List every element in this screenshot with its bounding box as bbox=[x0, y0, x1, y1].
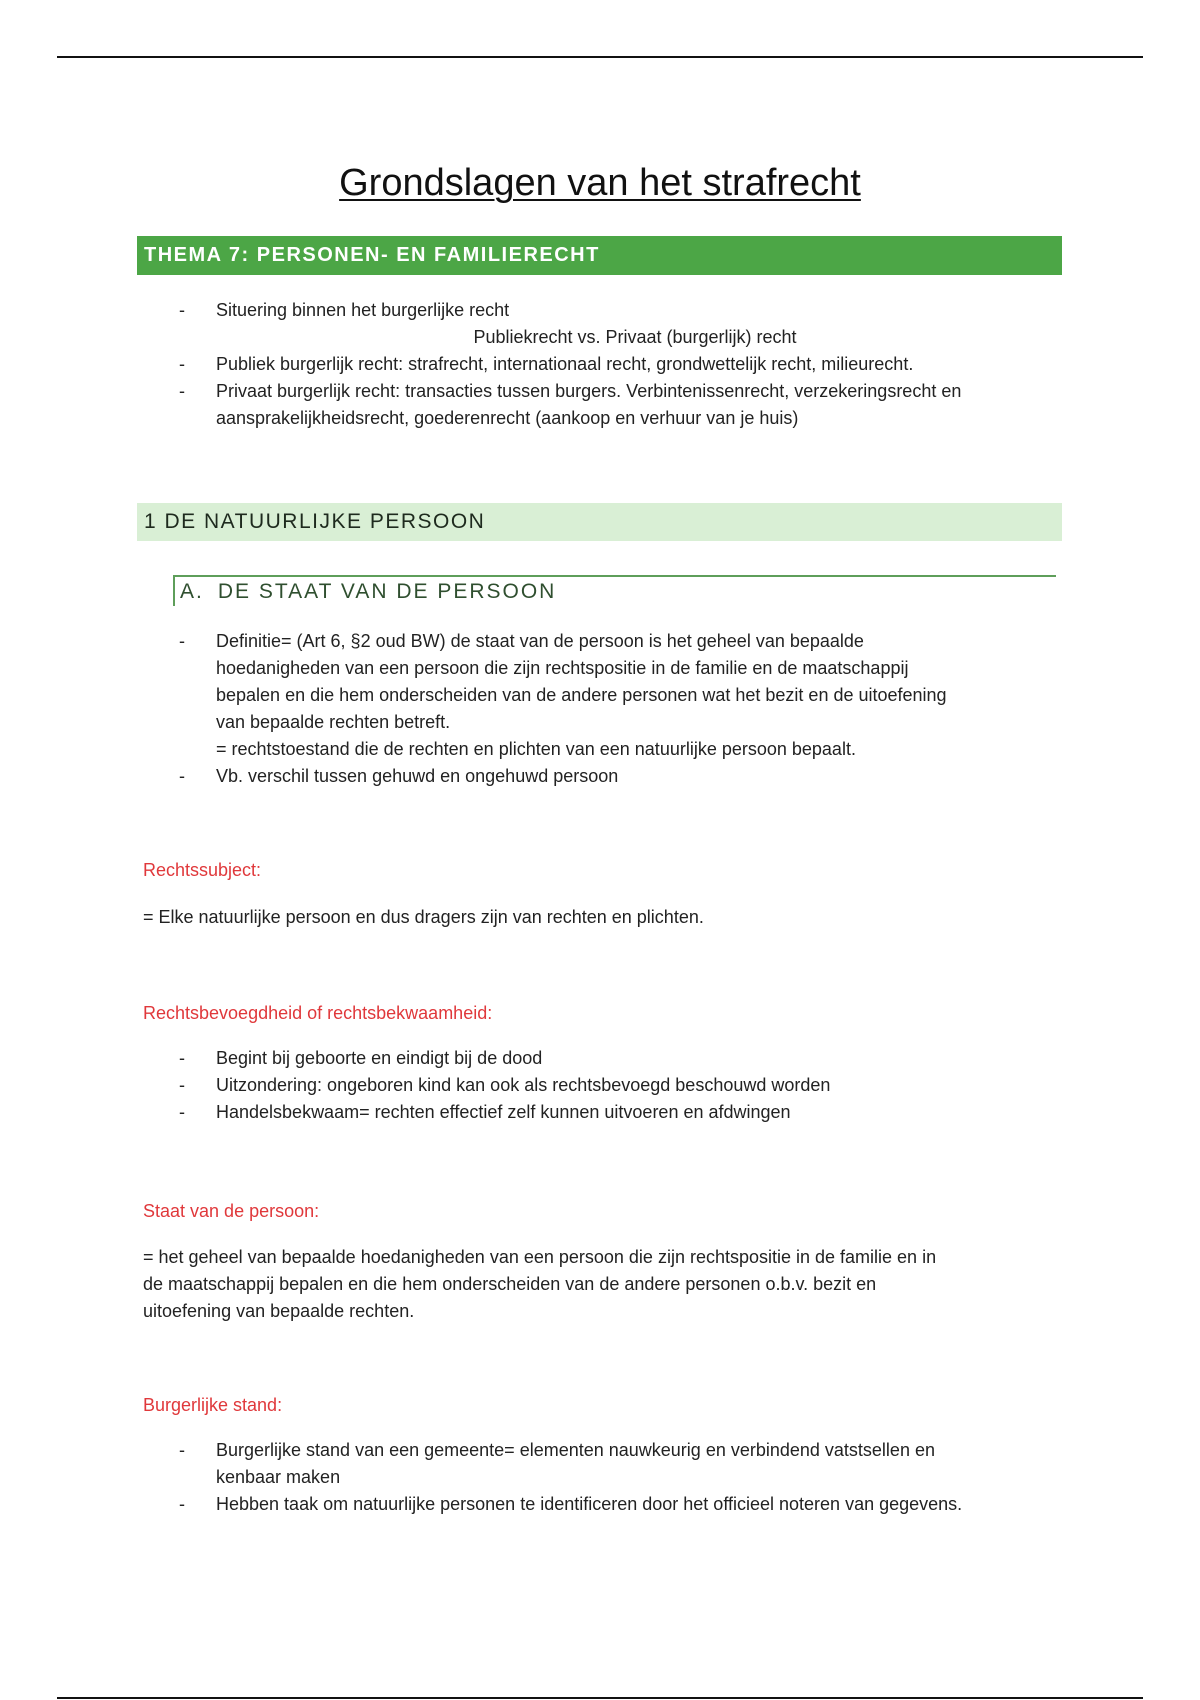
list-item-continuation: kenbaar maken bbox=[216, 1467, 341, 1487]
bullet-dash: - bbox=[179, 1048, 185, 1068]
centered-line: Publiekrecht vs. Privaat (burgerlijk) recht bbox=[473, 327, 797, 347]
section-heading: 1 DE NATUURLIJKE PERSOON bbox=[137, 503, 1062, 541]
bottom-rule bbox=[57, 1697, 1143, 1699]
list-item: - Vb. verschil tussen gehuwd en ongehuwd persoon bbox=[0, 763, 1200, 790]
list-item: - Burgerlijke stand van een gemeente= elementen nauwkeurig en verbindend vatstsellen en bbox=[0, 1437, 1200, 1464]
list-item-continuation: hoedanigheden van een persoon die zijn rechtspositie in de familie en de maatschappij bbox=[216, 658, 909, 678]
list-item-continuation: aansprakelijkheidsrecht, goederenrecht (aankoop en verhuur van je huis) bbox=[216, 408, 799, 428]
bullet-dash: - bbox=[179, 381, 185, 401]
list-item: - Publiek burgerlijk recht: strafrecht, internationaal recht, grondwettelijk recht, milieurecht. bbox=[0, 351, 1200, 378]
bullet-dash: - bbox=[179, 631, 185, 651]
burgerlijke-stand-list bbox=[0, 1437, 1200, 1518]
document-title: Grondslagen van het strafrecht bbox=[339, 162, 861, 204]
list-item: - Hebben taak om natuurlijke personen te identificeren door het officieel noteren van gegevens. bbox=[0, 1491, 1200, 1518]
rechtsbevoegdheid-list bbox=[0, 1045, 1200, 1126]
bullet-dash: - bbox=[179, 1494, 185, 1514]
list-item: - Privaat burgerlijk recht: transacties tussen burgers. Verbintenissenrecht, verzekeringsrecht en bbox=[0, 378, 1200, 405]
theme-list bbox=[0, 297, 1200, 432]
bullet-dash: - bbox=[179, 766, 185, 786]
bullet-dash: - bbox=[179, 300, 185, 320]
list-item: - Uitzondering: ongeboren kind kan ook als rechtsbevoegd beschouwd worden bbox=[0, 1072, 1200, 1099]
bullet-dash: - bbox=[179, 354, 185, 374]
top-rule bbox=[57, 56, 1143, 58]
subsection-title: DE STAAT VAN DE PERSOON bbox=[217, 580, 557, 603]
subsection-letter: A. bbox=[180, 580, 204, 603]
list-item: - Situering binnen het burgerlijke recht bbox=[0, 297, 1200, 324]
definition-list bbox=[0, 628, 1200, 790]
burgerlijke-stand-heading: Burgerlijke stand: bbox=[143, 1395, 283, 1415]
rechtssubject-heading: Rechtssubject: bbox=[143, 860, 262, 880]
subsection-heading bbox=[173, 575, 1056, 606]
list-item: - Begint bij geboorte en eindigt bij de dood bbox=[0, 1045, 1200, 1072]
staat-heading: Staat van de persoon: bbox=[143, 1201, 320, 1221]
list-item: - Handelsbekwaam= rechten effectief zelf kunnen uitvoeren en afdwingen bbox=[0, 1099, 1200, 1126]
rechtssubject-text: = Elke natuurlijke persoon en dus dragers zijn van rechten en plichten. bbox=[143, 907, 704, 927]
list-item-continuation: van bepaalde rechten betreft. bbox=[216, 712, 451, 732]
bullet-dash: - bbox=[179, 1075, 185, 1095]
staat-text: = het geheel van bepaalde hoedanigheden van een persoon die zijn rechtspositie in de familie en in de maatschappij bepalen en die hem onderscheiden van de andere personen o.b.v. bezit en uitoefening van bepaalde rechten. bbox=[143, 1247, 937, 1321]
bullet-dash: - bbox=[179, 1102, 185, 1122]
list-item: - Definitie= (Art 6, §2 oud BW) de staat van de persoon is het geheel van bepaalde bbox=[0, 628, 1200, 655]
rechtsbevoegdheid-heading: Rechtsbevoegdheid of rechtsbekwaamheid: bbox=[143, 1003, 493, 1023]
list-item-continuation: bepalen en die hem onderscheiden van de andere personen wat het bezit en de uitoefening bbox=[216, 685, 947, 705]
theme-heading: THEMA 7: PERSONEN- EN FAMILIERECHT bbox=[137, 236, 1062, 275]
list-item-continuation: = rechtstoestand die de rechten en plichten van een natuurlijke persoon bepaalt. bbox=[216, 739, 856, 759]
bullet-dash: - bbox=[179, 1440, 185, 1460]
